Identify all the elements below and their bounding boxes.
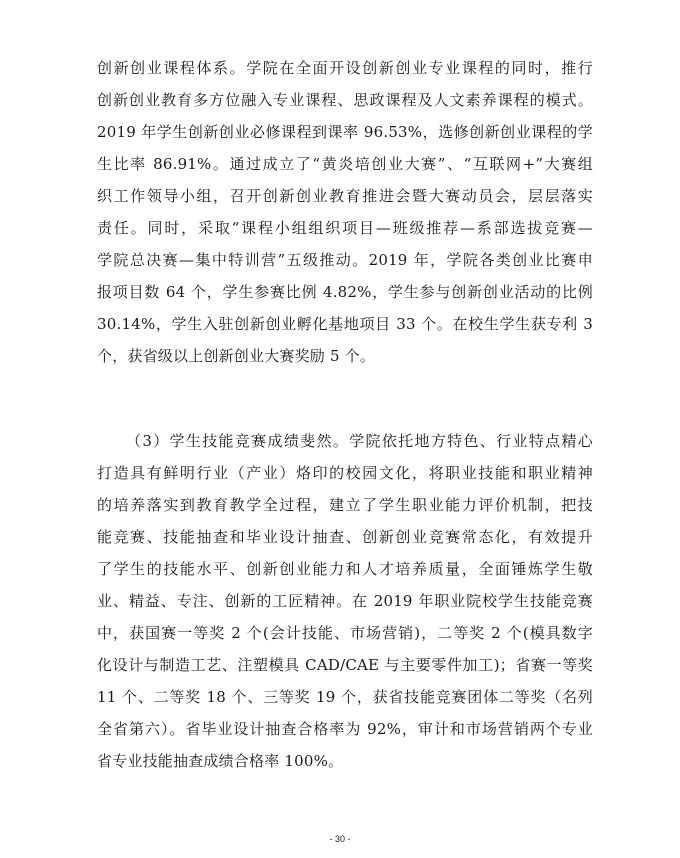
text-line: 织工作领导小组，召开创新创业教育推进会暨大赛动员会，层层落实 [97, 187, 593, 205]
text-line: 2019 年学生创新创业必修课程到课率 96.53%，选修创新创业课程的学 [97, 123, 593, 141]
text-line: 30.14%，学生入驻创新创业孵化基地项目 33 个。在校生学生获专利 3 [97, 315, 593, 333]
text-line: （3）学生技能竞赛成绩斐然。学院依托地方特色、行业特点精心 [126, 432, 593, 450]
text-line: 责任。同时，采取“课程小组组织项目—班级推荐—系部选拔竞赛— [97, 219, 593, 237]
text-line: 了学生的技能水平、创新创业能力和人才培养质量，全面锤炼学生敬 [97, 560, 593, 578]
text-line: 报项目数 64 个，学生参赛比例 4.82%，学生参与创新创业活动的比例 [97, 283, 593, 301]
page-number: - 30 - [329, 834, 351, 844]
text-line: 创新创业课程体系。学院在全面开设创新创业专业课程的同时，推行 [97, 59, 593, 77]
text-line: 业、精益、专注、创新的工匠精神。在 2019 年职业院校学生技能竞赛 [97, 592, 593, 610]
text-line: 11 个、二等奖 18 个、三等奖 19 个，获省技能竞赛团体二等奖（名列 [97, 688, 593, 706]
text-line: 生比率 86.91%。通过成立了“黄炎培创业大赛”、“互联网+”大赛组 [97, 155, 593, 173]
text-line: 全省第六）。省毕业设计抽查合格率为 92%，审计和市场营销两个专业 [97, 720, 593, 738]
text-line: 化设计与制造工艺、注塑模具 CAD/CAE 与主要零件加工)；省赛一等奖 [97, 656, 593, 674]
text-line: 省专业技能抽查成绩合格率 100%。 [97, 752, 344, 770]
text-line: 学院总决赛—集中特训营”五级推动。2019 年，学院各类创业比赛申 [97, 251, 593, 269]
text-line: 打造具有鲜明行业（产业）烙印的校园文化，将职业技能和职业精神 [97, 464, 593, 482]
text-line: 能竞赛、技能抽查和毕业设计抽查、创新创业竞赛常态化，有效提升 [97, 528, 593, 546]
text-line: 中，获国赛一等奖 2 个(会计技能、市场营销)，二等奖 2 个(模具数字 [97, 624, 593, 642]
text-line: 创新创业教育多方位融入专业课程、思政课程及人文素养课程的模式。 [97, 91, 593, 109]
text-line: 个，获省级以上创新创业大赛奖励 5 个。 [97, 347, 376, 365]
text-line: 的培养落实到教育教学全过程，建立了学生职业能力评价机制，把技 [97, 496, 593, 514]
